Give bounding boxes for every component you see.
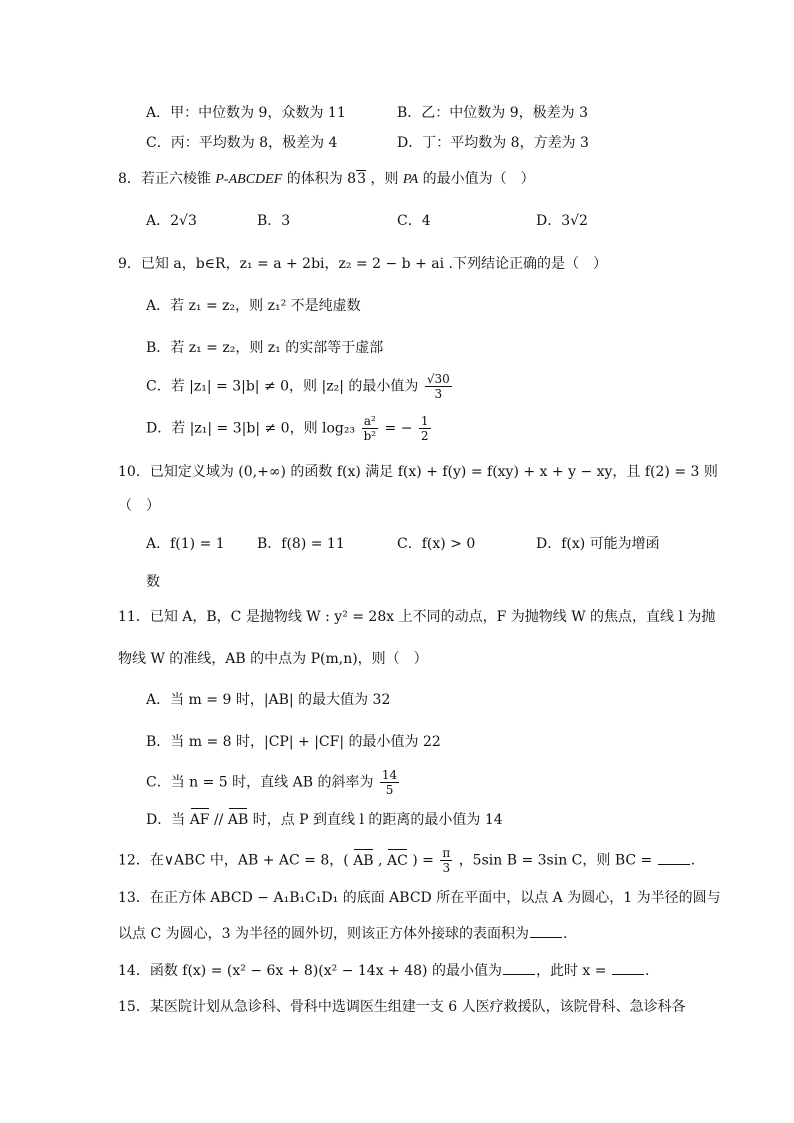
vector-ab-q12: AB xyxy=(353,852,374,869)
q11-option-d: D．当 AF // AB 时，点 P 到直线 l 的距离的最小值为 14 xyxy=(146,812,503,828)
answer-blank xyxy=(612,962,644,975)
q9-option-d: D．若 |z₁| = 3|b| ≠ 0，则 log₂₃ $\frac{\text{a²}}{\text{b²}}$ = − $\frac{1}{2}$ xyxy=(146,414,429,443)
q9-option-a: A．若 z₁ = z₂，则 z₁² 不是纯虚数 xyxy=(146,298,361,314)
q8-option-c: C．4 xyxy=(397,213,431,229)
q7-option-b: B．乙：中位数为 9，极差为 3 xyxy=(397,105,589,121)
q9-c-fraction: $\frac{√30}{3}$ xyxy=(426,372,450,401)
q9-option-b: B．若 z₁ = z₂，则 z₁ 的实部等于虚部 xyxy=(146,340,384,356)
q13-line2: 以点 C 为圆心，3 为半径的圆外切，则该正方体外接球的表面积为 . xyxy=(118,926,568,942)
vector-ab: AB xyxy=(227,812,249,828)
q10-option-d-cont: 数 xyxy=(146,574,160,590)
q10-option-c: C．f(x) > 0 xyxy=(397,536,476,552)
q11-c-fraction: $\frac{14}{5}$ xyxy=(381,768,398,797)
q7-option-c: C．丙：平均数为 8，极差为 4 xyxy=(146,135,338,151)
answer-blank xyxy=(658,852,690,865)
q11-option-b: B．当 m = 8 时，|CP| + |CF| 的最小值为 22 xyxy=(146,734,441,750)
q11-option-c: C．当 n = 5 时，直线 AB 的斜率为 $\frac{14}{5}$ xyxy=(146,768,398,797)
q11-stem-line2: 物线 W 的准线，AB 的中点为 P(m,n)，则（ ） xyxy=(118,651,428,667)
answer-blank xyxy=(503,962,535,975)
q10-option-d: D．f(x) 可能为增函 xyxy=(536,536,660,552)
q9-stem: 9．已知 a，b∈R，z₁ = a + 2bi，z₂ = 2 − b + ai .下列结论正确的是（ ） xyxy=(118,256,607,272)
q11-option-a: A．当 m = 9 时，|AB| 的最大值为 32 xyxy=(146,692,391,708)
q7-option-d: D．丁：平均数为 8，方差为 3 xyxy=(397,135,589,151)
q9-d-fraction-ab: $\frac{\text{a²}}{\text{b²}}$ xyxy=(363,414,377,443)
q9-option-c: C．若 |z₁| = 3|b| ≠ 0，则 |z₂| 的最小值为 $\frac{√30}{3}$ xyxy=(146,372,450,401)
q11-stem-line1: 11．已知 A，B，C 是抛物线 W : y² = 28x 上不同的动点，F 为抛物线 W 的焦点，直线 l 为抛 xyxy=(118,609,716,625)
q9-d-fraction-half: $\frac{1}{2}$ xyxy=(420,414,429,443)
q8-option-d: D．3√2 xyxy=(536,213,588,229)
q15-line1: 15．某医院计划从急诊科、骨科中选调医生组建一支 6 人医疗救援队，该院骨科、急诊科各 xyxy=(118,999,686,1015)
q12-angle-fraction: $\frac{\pi}{3}$ xyxy=(442,846,451,875)
q7-option-a: A．甲：中位数为 9，众数为 11 xyxy=(146,105,346,121)
q14-stem: 14．函数 f(x) = (x² − 6x + 8)(x² − 14x + 48) 的最小值为 ，此时 x = . xyxy=(118,963,650,979)
vector-ac-q12: AC xyxy=(386,852,408,869)
q8-option-b: B．3 xyxy=(257,213,291,229)
q8-stem: 8．若正六棱锥 P-ABCDEF 的体积为 83 ，则 PA 的最小值为（ ） xyxy=(118,171,535,187)
q10-paren: （ ） xyxy=(118,498,160,514)
q10-option-b: B．f(8) = 11 xyxy=(257,536,345,552)
q13-line1: 13．在正方体 ABCD − A₁B₁C₁D₁ 的底面 ABCD 所在平面中，以点 A 为圆心，1 为半径的圆与 xyxy=(118,890,721,906)
q10-stem: 10．已知定义域为 (0,+∞) 的函数 f(x) 满足 f(x) + f(y) = f(xy) + x + y − xy，且 f(2) = 3 则 xyxy=(118,464,718,480)
vector-af: AF xyxy=(189,812,210,828)
q10-option-a: A．f(1) = 1 xyxy=(146,536,225,552)
q12-stem: 12．在∨ABC 中，AB + AC = 8，( AB , AC ) = $\frac{\pi}{3}$ ，5sin B = 3sin C，则 BC = . xyxy=(118,846,696,875)
answer-blank xyxy=(530,925,562,938)
q8-option-a: A．2√3 xyxy=(146,213,197,229)
